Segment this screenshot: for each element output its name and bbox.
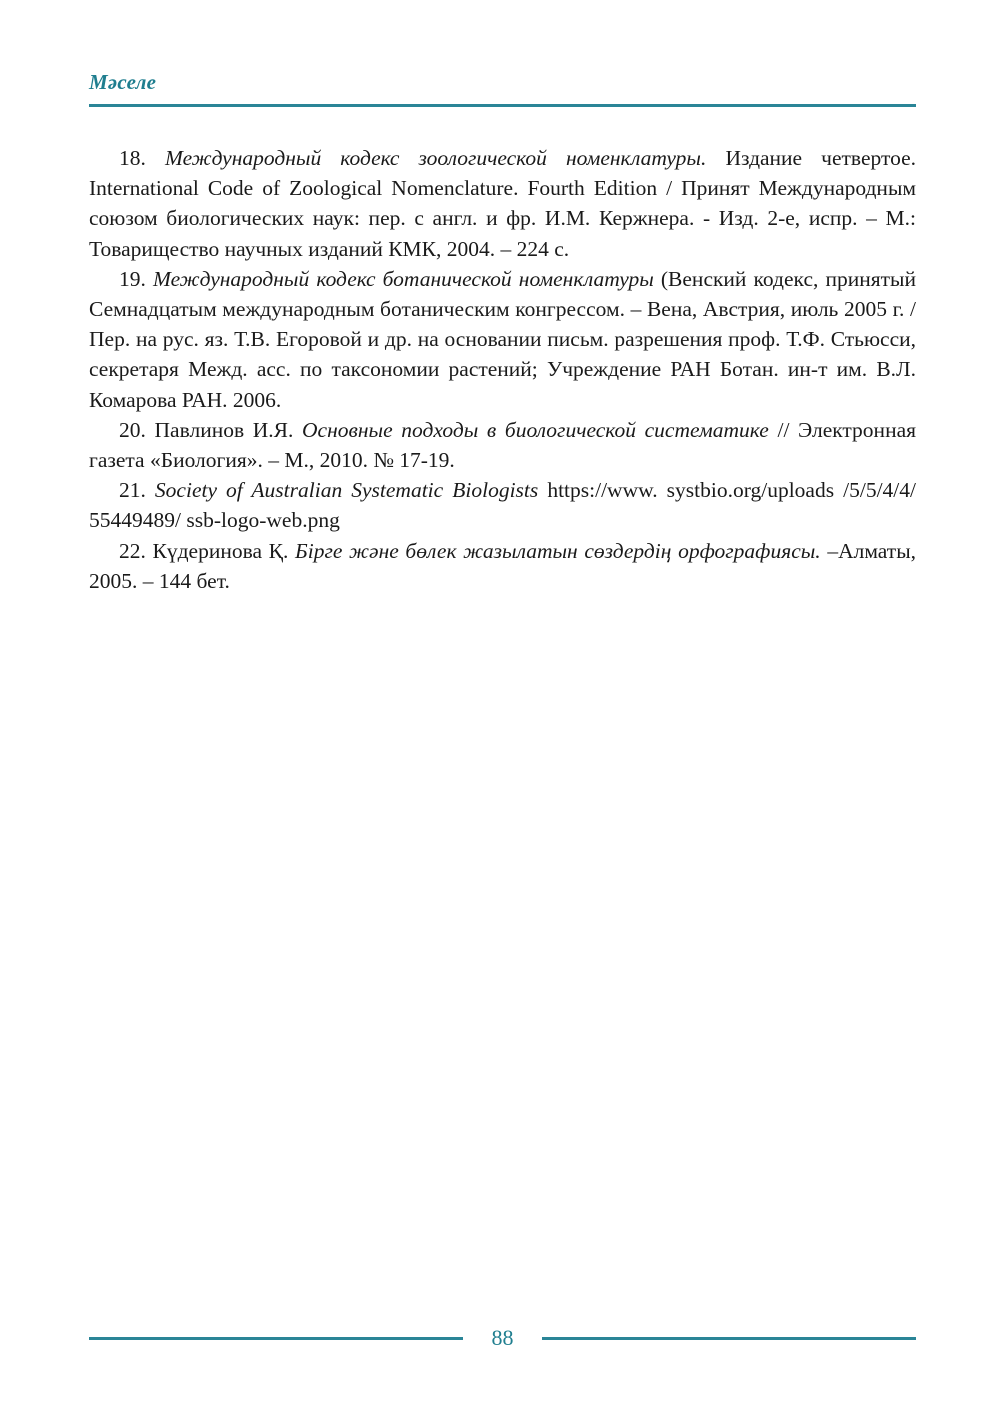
page-number: 88 bbox=[491, 1325, 514, 1350]
reference-item-18 bbox=[89, 143, 916, 264]
reference-item-19 bbox=[89, 264, 916, 415]
section-title: Мәселе bbox=[89, 70, 157, 94]
reference-url: https://www. systbio.org/uploads /5/5/4/4/ 55449489/ ssb-logo-web.png bbox=[89, 478, 916, 533]
reference-title: Международный кодекс зоологической номенклатуры. bbox=[164, 146, 707, 170]
reference-number: 20. bbox=[119, 417, 146, 442]
reference-title: Бірге және бөлек жазылатын сөздердің орфографиясы. bbox=[295, 538, 821, 563]
reference-list bbox=[89, 143, 916, 596]
reference-item-20 bbox=[89, 415, 916, 475]
reference-title: Международный кодекс ботанической номенклатуры bbox=[153, 266, 654, 291]
reference-number: 18. bbox=[119, 146, 146, 170]
footer-divider-right bbox=[542, 1337, 916, 1340]
reference-number: 21. bbox=[119, 478, 146, 503]
reference-details: Издание четвертое. International Code of Zoological Nomenclature. Fourth Edition / Принят Международным союзом биологических наук: пер. с англ. и фр. И.М. Кержнера. - Изд. 2-е, испр. – М.: Товарищество научных изданий КМК, 2004. – 224 с. bbox=[89, 146, 917, 261]
reference-title: Основные подходы в биологической систематике bbox=[302, 417, 769, 442]
reference-details: –Алматы, 2005. – 144 бет. bbox=[89, 538, 917, 593]
reference-details: (Венский кодекс, принятый Семнадцатым международным ботаническим конгрессом. – Вена, Австрия, июль 2005 г. / Пер. на рус. яз. Т.В. Егоровой и др. на основании письм. разрешения проф. Т.Ф. Стьюсси, секретаря Межд. асс. по таксономии растений; Учреждение РАН Ботан. ин-т им. В.Л. Комарова РАН. 2006. bbox=[89, 266, 916, 412]
reference-details: // Электронная газета «Биология». – М., 2010. № 17-19. bbox=[89, 417, 917, 473]
reference-item-21 bbox=[89, 475, 916, 535]
reference-author: Күдеринова Қ. bbox=[152, 538, 289, 563]
reference-item-22 bbox=[89, 536, 916, 596]
header-divider bbox=[89, 104, 916, 107]
reference-number: 19. bbox=[119, 266, 146, 291]
reference-author: Павлинов И.Я. bbox=[154, 417, 294, 442]
reference-title: Society of Australian Systematic Biologists bbox=[154, 478, 539, 503]
reference-number: 22. bbox=[119, 538, 146, 563]
footer-divider-left bbox=[89, 1337, 463, 1340]
